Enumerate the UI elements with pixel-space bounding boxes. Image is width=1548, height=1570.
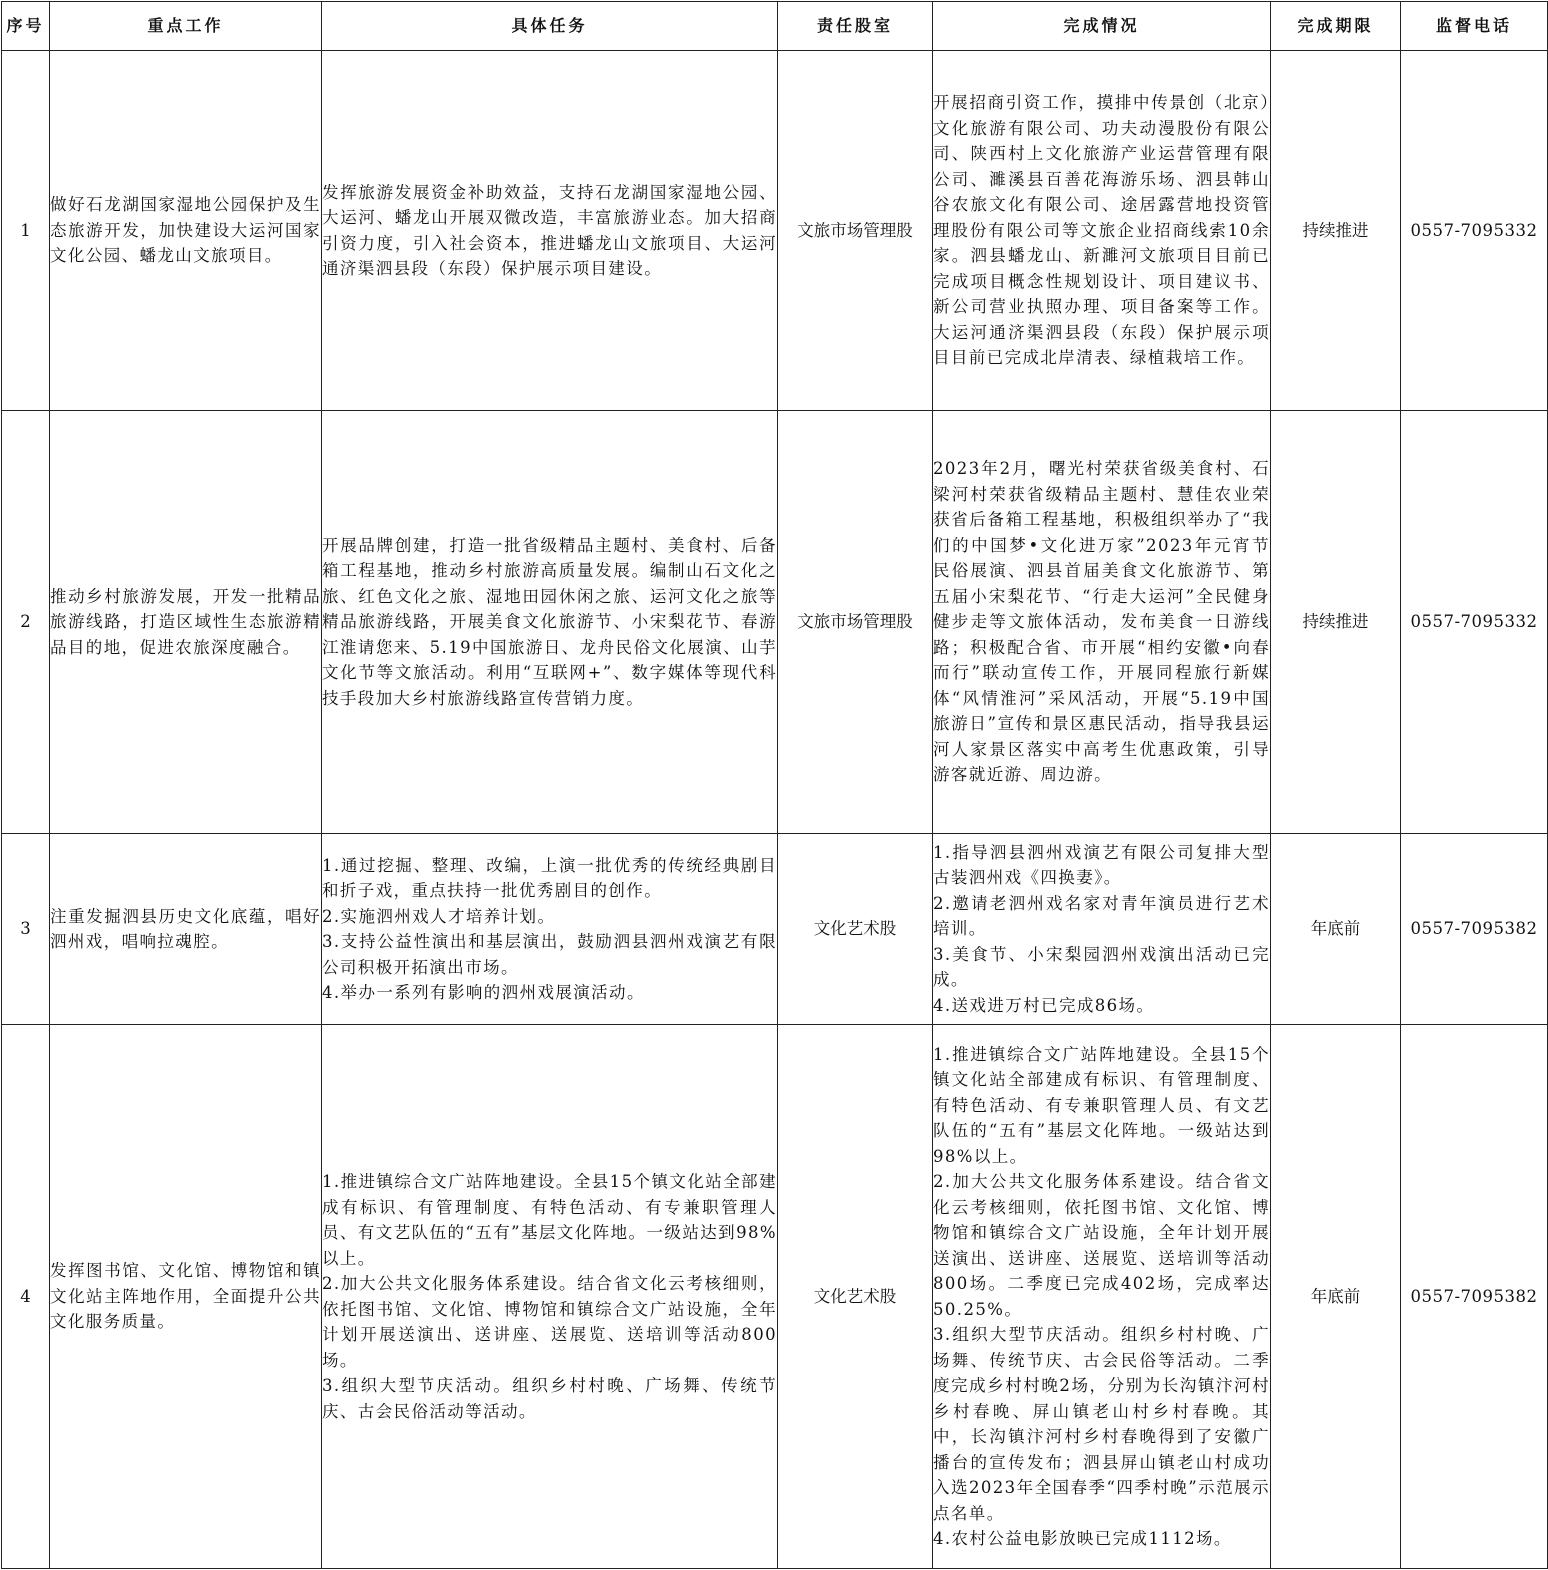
status-paragraph: 1.指导泗县泗州戏演艺有限公司复排大型古装泗州戏《四换妻》。	[933, 842, 1270, 888]
status-paragraph: 开展招商引资工作，摸排中传景创（北京）文化旅游有限公司、功夫动漫股份有限公司、陕西村上文化旅游产业运营管理有限公司、濉溪县百善花海游乐场、泗县韩山谷农旅文化有限公司、途居露营地投资管理股份有限公司等文旅企业招商线索10余家。泗县蟠龙山、新濉河文旅项目目前已完成项目概念性规划设计、项目建议书、新公司营业执照办理、项目备案等工作。大运河通济渠泗县段（东段）保护展示项目目前已完成北岸清表、绿植栽培工作。	[933, 93, 1270, 368]
status-paragraph: 3.美食节、小宋梨园泗州戏演出活动已完成。	[933, 944, 1270, 990]
table-row	[2, 834, 1548, 1025]
header-phone: 监督电话	[1401, 2, 1548, 51]
header-task: 具体任务	[322, 2, 778, 51]
header-index: 序号	[2, 2, 50, 51]
task-paragraph: 开展品牌创建，打造一批省级精品主题村、美食村、后备箱工程基地，推动乡村旅游高质量发展。编制山石文化之旅、红色文化之旅、湿地田园休闲之旅、运河文化之旅等精品旅游线路，开展美食文化旅游节、小宋梨花节、春游江淮请您来、5.19中国旅游日、龙舟民俗文化展演、山芋文化节等文旅活动。利用“互联网+”、数字媒体等现代科技手段加大乡村旅游线路宣传营销力度。	[322, 535, 777, 708]
status-paragraph: 2023年2月，曙光村荣获省级美食村、石梁河村荣获省级精品主题村、慧佳农业荣获省后备箱工程基地，积极组织举办了“我们的中国梦•文化进万家”2023年元宵节民俗展演、泗县首届美食文化旅游节、第五届小宋梨花节、“行走大运河”全民健身健步走等文旅体活动，发布美食一日游线路；积极配合省、市开展“相约安徽•向春而行”联动宣传工作，开展同程旅行新媒体“风情淮河”采风活动，开展“5.19中国旅游日”宣传和景区惠民活动，指导我县运河人家景区落实中高考生优惠政策，引导游客就近游、周边游。	[933, 459, 1270, 785]
status-paragraph: 1.推进镇综合文广站阵地建设。全县15个镇文化站全部建成有标识、有管理制度、有特色活动、有专兼职管理人员、有文艺队伍的“五有”基层文化阵地。一级站达到98%以上。	[933, 1044, 1270, 1166]
status-paragraph: 4.农村公益电影放映已完成1112场。	[933, 1529, 1232, 1548]
work-table	[1, 1, 1548, 1569]
task-paragraph: 3.支持公益性演出和基层演出，鼓励泗县泗州戏演艺有限公司积极开拓演出市场。	[322, 932, 777, 977]
task-paragraph: 1.通过挖掘、整理、改编，上演一批优秀的传统经典剧目和折子戏，重点扶持一批优秀剧目的创作。	[322, 855, 777, 900]
header-status: 完成情况	[933, 2, 1271, 51]
task-paragraph: 1.推进镇综合文广站阵地建设。全县15个镇文化站全部建成有标识、有管理制度、有特色活动、有专兼职管理人员、有文艺队伍的“五有”基层文化阵地。一级站达到98%以上。	[322, 1172, 777, 1268]
status-paragraph: 2.邀请老泗州戏名家对青年演员进行艺术培训。	[933, 893, 1270, 939]
task-paragraph: 发挥旅游发展资金补助效益，支持石龙湖国家湿地公园、大运河、蟠龙山开展双微改造，丰富旅游业态。加大招商引资力度，引入社会资本，推进蟠龙山文旅项目、大运河通济渠泗县段（东段）保护展示项目建设。	[322, 182, 777, 278]
header-key-work: 重点工作	[50, 2, 322, 51]
table-row	[2, 411, 1548, 834]
cell-deadline: 持续推进	[1271, 411, 1401, 834]
cell-index: 3	[2, 834, 50, 1025]
header-row	[2, 2, 1548, 51]
cell-deadline: 持续推进	[1271, 51, 1401, 411]
cell-status	[933, 834, 1271, 1025]
cell-department: 文化艺术股	[778, 834, 933, 1025]
cell-department: 文化艺术股	[778, 1025, 933, 1569]
cell-phone: 0557-7095382	[1401, 834, 1548, 1025]
cell-phone: 0557-7095382	[1401, 1025, 1548, 1569]
status-paragraph: 4.送戏进万村已完成86场。	[933, 995, 1155, 1015]
cell-task	[322, 1025, 778, 1569]
cell-key-work: 推动乡村旅游发展，开发一批精品旅游线路，打造区域性生态旅游精品目的地，促进农旅深度融合。	[50, 411, 322, 834]
cell-phone: 0557-7095332	[1401, 411, 1548, 834]
task-paragraph: 3.组织大型节庆活动。组织乡村村晚、广场舞、传统节庆、古会民俗活动等活动。	[322, 1376, 777, 1421]
cell-department: 文旅市场管理股	[778, 51, 933, 411]
cell-index: 4	[2, 1025, 50, 1569]
task-paragraph: 2.加大公共文化服务体系建设。结合省文化云考核细则，依托图书馆、文化馆、博物馆和镇综合文广站设施，全年计划开展送演出、送讲座、送展览、送培训等活动800场。	[322, 1274, 777, 1370]
cell-task	[322, 411, 778, 834]
cell-index: 1	[2, 51, 50, 411]
cell-deadline: 年底前	[1271, 834, 1401, 1025]
header-deadline: 完成期限	[1271, 2, 1401, 51]
status-paragraph: 2.加大公共文化服务体系建设。结合省文化云考核细则，依托图书馆、文化馆、博物馆和镇综合文广站设施，全年计划开展送演出、送讲座、送展览、送培训等活动800场。二季度已完成402场，完成率达50.25%。	[933, 1172, 1270, 1319]
cell-task	[322, 834, 778, 1025]
cell-key-work: 注重发掘泗县历史文化底蕴，唱好泗州戏，唱响拉魂腔。	[50, 834, 322, 1025]
cell-status	[933, 411, 1271, 834]
header-department: 责任股室	[778, 2, 933, 51]
cell-status	[933, 51, 1271, 411]
cell-task	[322, 51, 778, 411]
cell-department: 文旅市场管理股	[778, 411, 933, 834]
task-paragraph: 4.举办一系列有影响的泗州戏展演活动。	[322, 983, 645, 1002]
cell-phone: 0557-7095332	[1401, 51, 1548, 411]
status-paragraph: 3.组织大型节庆活动。组织乡村村晚、广场舞、传统节庆、古会民俗等活动。二季度完成乡村村晚2场，分别为长沟镇汴河村乡村春晚、屏山镇老山村乡村春晚。其中，长沟镇汴河村乡村春晚得到了安徽广播台的宣传发布；泗县屏山镇老山村成功入选2023年全国春季“四季村晚”示范展示点名单。	[933, 1325, 1270, 1523]
cell-deadline: 年底前	[1271, 1025, 1401, 1569]
cell-key-work: 做好石龙湖国家湿地公园保护及生态旅游开发，加快建设大运河国家文化公园、蟠龙山文旅项目。	[50, 51, 322, 411]
table-row	[2, 1025, 1548, 1569]
cell-index: 2	[2, 411, 50, 834]
cell-status	[933, 1025, 1271, 1569]
table-row	[2, 51, 1548, 411]
cell-key-work: 发挥图书馆、文化馆、博物馆和镇文化站主阵地作用，全面提升公共文化服务质量。	[50, 1025, 322, 1569]
task-paragraph: 2.实施泗州戏人才培养计划。	[322, 906, 556, 926]
